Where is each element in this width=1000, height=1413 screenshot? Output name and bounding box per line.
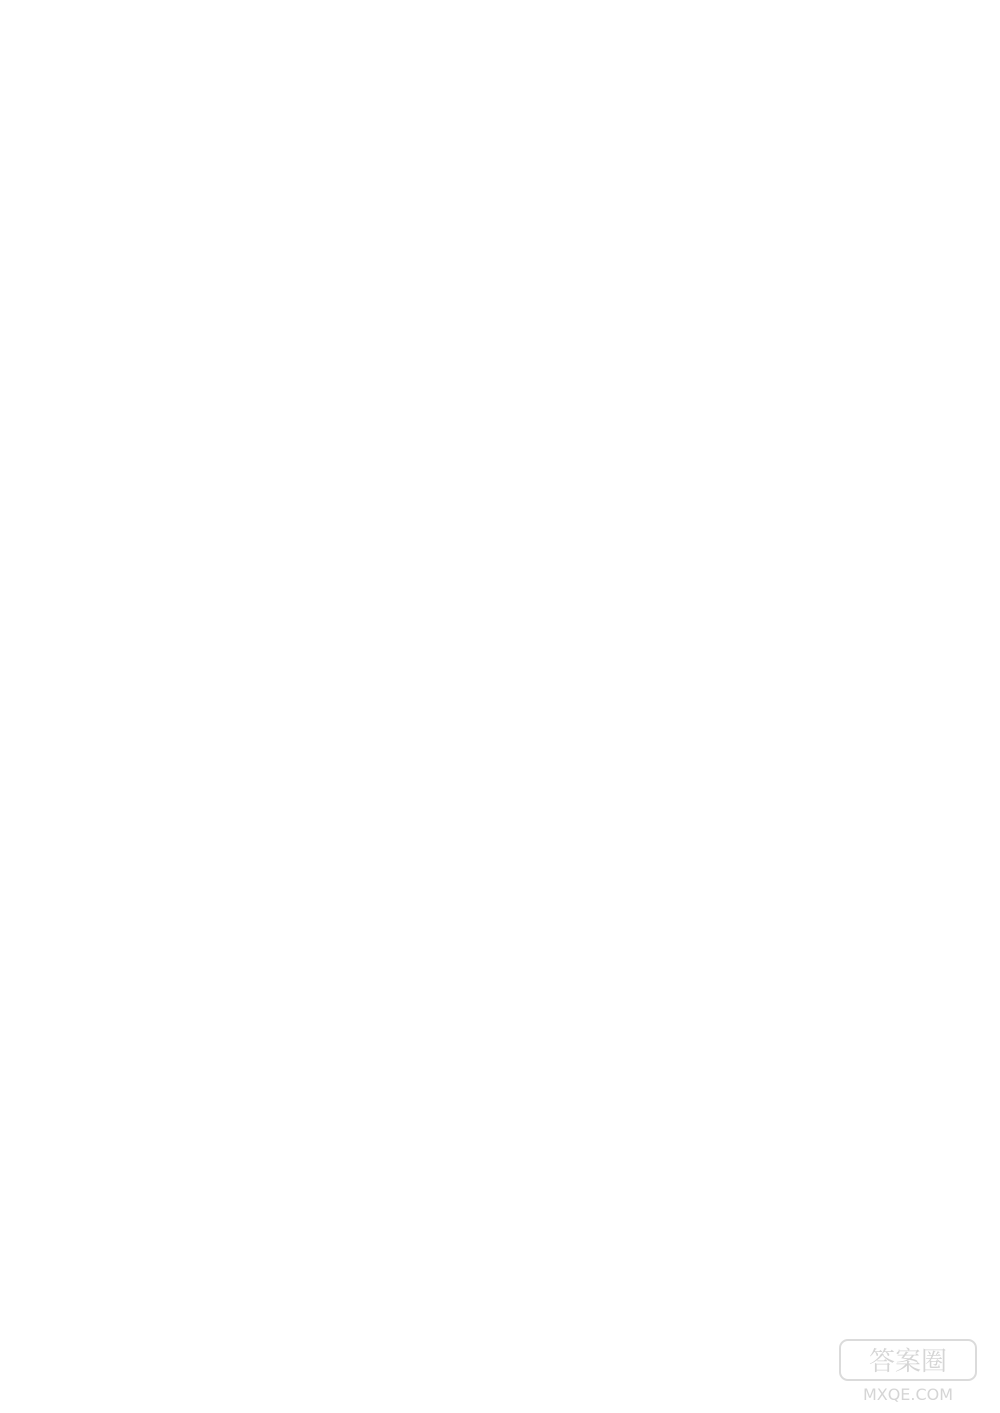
- svg-text:MXQE.COM: MXQE.COM: [862, 1385, 954, 1404]
- svg-text:答案圈: 答案圈: [868, 1347, 948, 1377]
- watermark-logo: [838, 1338, 978, 1406]
- answer-page: [88, 84, 908, 88]
